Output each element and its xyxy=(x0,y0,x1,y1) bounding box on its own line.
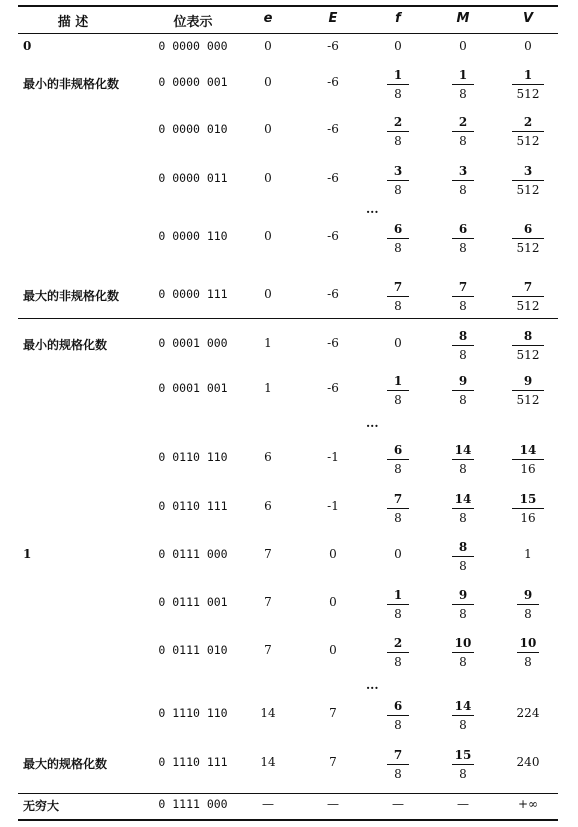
fraction-denominator: 8 xyxy=(459,183,467,197)
fraction-denominator: 512 xyxy=(516,134,540,148)
fraction-bar xyxy=(452,84,474,85)
fraction-numerator: 6 xyxy=(393,222,403,236)
fraction-denominator: 512 xyxy=(516,393,540,407)
fraction-V xyxy=(508,221,548,256)
value-E: -6 xyxy=(327,336,339,350)
fraction-numerator: 1 xyxy=(458,68,468,82)
value-E: 0 xyxy=(329,595,337,609)
fraction-V xyxy=(508,114,548,149)
fraction-bar xyxy=(452,556,474,557)
fraction-numerator: 9 xyxy=(458,588,468,602)
fraction-numerator: 6 xyxy=(393,699,403,713)
fraction-denominator: 8 xyxy=(459,299,467,313)
fraction-numerator: 3 xyxy=(523,164,533,178)
value-E: -1 xyxy=(327,450,339,464)
fraction-denominator: 8 xyxy=(459,241,467,255)
fraction-V xyxy=(508,442,548,477)
fraction-V xyxy=(508,279,548,314)
value-e: 0 xyxy=(264,171,272,185)
fraction-denominator: 8 xyxy=(524,655,532,669)
header-f: f xyxy=(395,11,401,26)
fraction-bar xyxy=(387,764,409,765)
bit-pattern: 0 0111 010 xyxy=(158,643,228,657)
fraction-bar xyxy=(452,345,474,346)
fraction-bar xyxy=(387,652,409,653)
fraction-denominator: 8 xyxy=(459,393,467,407)
fraction-denominator: 8 xyxy=(394,767,402,781)
fraction-bar xyxy=(387,508,409,509)
fraction-M xyxy=(443,279,483,314)
value-E: -1 xyxy=(327,499,339,513)
fraction-M xyxy=(443,442,483,477)
fraction-numerator: 9 xyxy=(458,374,468,388)
fraction-M xyxy=(443,635,483,670)
fraction-denominator: 512 xyxy=(516,348,540,362)
fraction-numerator: 3 xyxy=(458,164,468,178)
fraction-bar xyxy=(517,652,539,653)
fraction-f xyxy=(378,279,418,314)
fraction-denominator: 8 xyxy=(394,607,402,621)
bit-pattern: 0 1111 000 xyxy=(158,797,228,811)
value-e: 14 xyxy=(260,706,276,720)
section-rule-normalized xyxy=(18,318,558,319)
value-E: -6 xyxy=(327,75,339,89)
fraction-M xyxy=(443,328,483,363)
fraction-bar xyxy=(517,604,539,605)
fraction-f xyxy=(378,163,418,198)
fraction-denominator: 512 xyxy=(516,183,540,197)
fraction-bar xyxy=(387,296,409,297)
fraction-numerator: 9 xyxy=(523,374,533,388)
fraction-numerator: 6 xyxy=(458,222,468,236)
fraction-denominator: 512 xyxy=(516,241,540,255)
value-e: 0 xyxy=(264,229,272,243)
ellipsis: ··· xyxy=(366,419,379,433)
bit-pattern: 0 0111 000 xyxy=(158,547,228,561)
fraction-M xyxy=(443,163,483,198)
fraction-f xyxy=(378,635,418,670)
fraction-denominator: 8 xyxy=(459,87,467,101)
fraction-denominator: 512 xyxy=(516,299,540,313)
value-e: 1 xyxy=(264,381,272,395)
fraction-numerator: 3 xyxy=(393,164,403,178)
value-f: 0 xyxy=(394,547,402,561)
header-desc: 描 述 xyxy=(57,15,89,30)
value-E: -6 xyxy=(327,39,339,53)
fraction-V xyxy=(508,491,548,526)
row-description: 最小的非规格化数 xyxy=(23,77,120,91)
value-e: 7 xyxy=(264,547,272,561)
ellipsis: ··· xyxy=(366,205,379,219)
fraction-bar xyxy=(452,604,474,605)
value-e: 0 xyxy=(264,39,272,53)
value-V: 224 xyxy=(516,706,540,720)
fraction-numerator: 2 xyxy=(523,115,533,129)
fraction-bar xyxy=(512,345,544,346)
value-M: 0 xyxy=(459,39,467,53)
bit-pattern: 0 0000 111 xyxy=(158,287,228,301)
fraction-V xyxy=(508,587,548,622)
fraction-numerator: 10 xyxy=(519,636,537,650)
fraction-denominator: 8 xyxy=(459,559,467,573)
fraction-bar xyxy=(512,84,544,85)
fraction-bar xyxy=(512,238,544,239)
fraction-numerator: 1 xyxy=(393,588,403,602)
value-E: -6 xyxy=(327,171,339,185)
fraction-M xyxy=(443,373,483,408)
fraction-numerator: 2 xyxy=(393,115,403,129)
row-description: 最小的规格化数 xyxy=(23,338,108,352)
fraction-denominator: 8 xyxy=(459,348,467,362)
fraction-bar xyxy=(512,296,544,297)
value-V: 0 xyxy=(524,39,532,53)
value-e: 7 xyxy=(264,643,272,657)
fraction-f xyxy=(378,67,418,102)
fraction-numerator: 1 xyxy=(393,68,403,82)
bit-pattern: 0 0111 001 xyxy=(158,595,228,609)
fraction-denominator: 8 xyxy=(459,134,467,148)
fraction-numerator: 14 xyxy=(454,443,472,457)
header-bits: 位表示 xyxy=(173,15,213,30)
fraction-numerator: 14 xyxy=(454,699,472,713)
fraction-bar xyxy=(452,238,474,239)
fraction-denominator: 8 xyxy=(394,134,402,148)
fraction-f xyxy=(378,747,418,782)
fraction-denominator: 8 xyxy=(524,607,532,621)
fraction-f xyxy=(378,442,418,477)
fraction-numerator: 6 xyxy=(523,222,533,236)
fraction-numerator: 6 xyxy=(393,443,403,457)
fraction-numerator: 7 xyxy=(393,280,403,294)
fraction-bar xyxy=(387,459,409,460)
fraction-M xyxy=(443,114,483,149)
fraction-numerator: 2 xyxy=(458,115,468,129)
value-E: 0 xyxy=(329,547,337,561)
header-rule xyxy=(18,33,558,34)
value-e: 0 xyxy=(264,122,272,136)
value-e: 6 xyxy=(264,450,272,464)
fraction-denominator: 8 xyxy=(394,241,402,255)
fraction-bar xyxy=(512,459,544,460)
bit-pattern: 0 0000 010 xyxy=(158,122,228,136)
value-E: — xyxy=(327,797,339,811)
fraction-bar xyxy=(512,390,544,391)
fraction-V xyxy=(508,67,548,102)
fraction-denominator: 8 xyxy=(459,718,467,732)
fraction-M xyxy=(443,67,483,102)
fraction-bar xyxy=(452,764,474,765)
value-f: 0 xyxy=(394,336,402,350)
float-table xyxy=(18,5,558,821)
bit-pattern: 0 0110 110 xyxy=(158,450,228,464)
fraction-denominator: 8 xyxy=(394,511,402,525)
fraction-f xyxy=(378,221,418,256)
fraction-denominator: 512 xyxy=(516,87,540,101)
fraction-bar xyxy=(452,390,474,391)
fraction-denominator: 8 xyxy=(394,87,402,101)
fraction-bar xyxy=(387,180,409,181)
header-V: V xyxy=(522,11,534,26)
value-e: — xyxy=(262,797,274,811)
fraction-f xyxy=(378,491,418,526)
fraction-bar xyxy=(387,604,409,605)
header-e: e xyxy=(263,11,273,26)
fraction-denominator: 8 xyxy=(394,393,402,407)
fraction-bar xyxy=(512,180,544,181)
fraction-denominator: 8 xyxy=(459,767,467,781)
value-e: 14 xyxy=(260,755,276,769)
fraction-denominator: 8 xyxy=(394,299,402,313)
bit-pattern: 0 0000 000 xyxy=(158,39,228,53)
fraction-M xyxy=(443,539,483,574)
fraction-numerator: 9 xyxy=(523,588,533,602)
fraction-V xyxy=(508,635,548,670)
fraction-f xyxy=(378,373,418,408)
value-V: +∞ xyxy=(517,797,539,811)
fraction-M xyxy=(443,491,483,526)
fraction-denominator: 8 xyxy=(459,607,467,621)
fraction-bar xyxy=(452,131,474,132)
fraction-bar xyxy=(452,459,474,460)
fraction-V xyxy=(508,328,548,363)
fraction-denominator: 8 xyxy=(394,462,402,476)
fraction-bar xyxy=(387,131,409,132)
fraction-bar xyxy=(452,652,474,653)
value-E: 7 xyxy=(329,706,337,720)
fraction-M xyxy=(443,698,483,733)
row-description: 无穷大 xyxy=(23,799,60,813)
fraction-numerator: 15 xyxy=(454,748,472,762)
fraction-bar xyxy=(387,390,409,391)
fraction-bar xyxy=(452,508,474,509)
value-e: 0 xyxy=(264,287,272,301)
fraction-bar xyxy=(387,84,409,85)
bit-pattern: 0 0110 111 xyxy=(158,499,228,513)
fraction-numerator: 7 xyxy=(393,748,403,762)
fraction-numerator: 2 xyxy=(393,636,403,650)
fraction-numerator: 15 xyxy=(519,492,537,506)
fraction-bar xyxy=(452,180,474,181)
table-bottom-rule xyxy=(18,819,558,821)
fraction-numerator: 8 xyxy=(458,329,468,343)
fraction-bar xyxy=(452,296,474,297)
table-top-rule xyxy=(18,5,558,7)
row-description: 1 xyxy=(23,547,32,561)
bit-pattern: 0 0000 011 xyxy=(158,171,228,185)
value-E: 7 xyxy=(329,755,337,769)
row-description: 最大的非规格化数 xyxy=(23,289,120,303)
fraction-M xyxy=(443,221,483,256)
fraction-numerator: 7 xyxy=(523,280,533,294)
value-f: — xyxy=(392,797,404,811)
value-E: 0 xyxy=(329,643,337,657)
row-description: 0 xyxy=(23,39,32,53)
fraction-numerator: 7 xyxy=(393,492,403,506)
fraction-denominator: 8 xyxy=(394,655,402,669)
value-e: 6 xyxy=(264,499,272,513)
value-V: 1 xyxy=(524,547,532,561)
value-E: -6 xyxy=(327,229,339,243)
fraction-bar xyxy=(387,715,409,716)
header-E: E xyxy=(328,11,338,26)
fraction-f xyxy=(378,114,418,149)
row-description: 最大的规格化数 xyxy=(23,757,108,771)
value-V: 240 xyxy=(516,755,540,769)
fraction-numerator: 7 xyxy=(458,280,468,294)
fraction-numerator: 10 xyxy=(454,636,472,650)
fraction-denominator: 16 xyxy=(520,462,536,476)
fraction-numerator: 8 xyxy=(458,540,468,554)
fraction-numerator: 14 xyxy=(519,443,537,457)
section-rule-infinity xyxy=(18,793,558,794)
bit-pattern: 0 0000 001 xyxy=(158,75,228,89)
fraction-denominator: 16 xyxy=(520,511,536,525)
header-M: M xyxy=(456,11,470,26)
value-E: -6 xyxy=(327,122,339,136)
fraction-denominator: 8 xyxy=(394,183,402,197)
fraction-denominator: 8 xyxy=(459,462,467,476)
bit-pattern: 0 1110 111 xyxy=(158,755,228,769)
fraction-V xyxy=(508,163,548,198)
value-f: 0 xyxy=(394,39,402,53)
fraction-denominator: 8 xyxy=(394,718,402,732)
value-E: -6 xyxy=(327,381,339,395)
fraction-numerator: 1 xyxy=(393,374,403,388)
fraction-numerator: 8 xyxy=(523,329,533,343)
bit-pattern: 0 0001 001 xyxy=(158,381,228,395)
fraction-bar xyxy=(512,131,544,132)
fraction-denominator: 8 xyxy=(459,655,467,669)
fraction-M xyxy=(443,747,483,782)
bit-pattern: 0 1110 110 xyxy=(158,706,228,720)
value-E: -6 xyxy=(327,287,339,301)
value-e: 1 xyxy=(264,336,272,350)
fraction-V xyxy=(508,373,548,408)
fraction-bar xyxy=(452,715,474,716)
fraction-numerator: 14 xyxy=(454,492,472,506)
fraction-M xyxy=(443,587,483,622)
value-e: 0 xyxy=(264,75,272,89)
fraction-numerator: 1 xyxy=(523,68,533,82)
value-M: — xyxy=(457,797,469,811)
fraction-bar xyxy=(512,508,544,509)
bit-pattern: 0 0000 110 xyxy=(158,229,228,243)
value-e: 7 xyxy=(264,595,272,609)
fraction-f xyxy=(378,698,418,733)
fraction-bar xyxy=(387,238,409,239)
fraction-denominator: 8 xyxy=(459,511,467,525)
ellipsis: ··· xyxy=(366,681,379,695)
bit-pattern: 0 0001 000 xyxy=(158,336,228,350)
fraction-f xyxy=(378,587,418,622)
